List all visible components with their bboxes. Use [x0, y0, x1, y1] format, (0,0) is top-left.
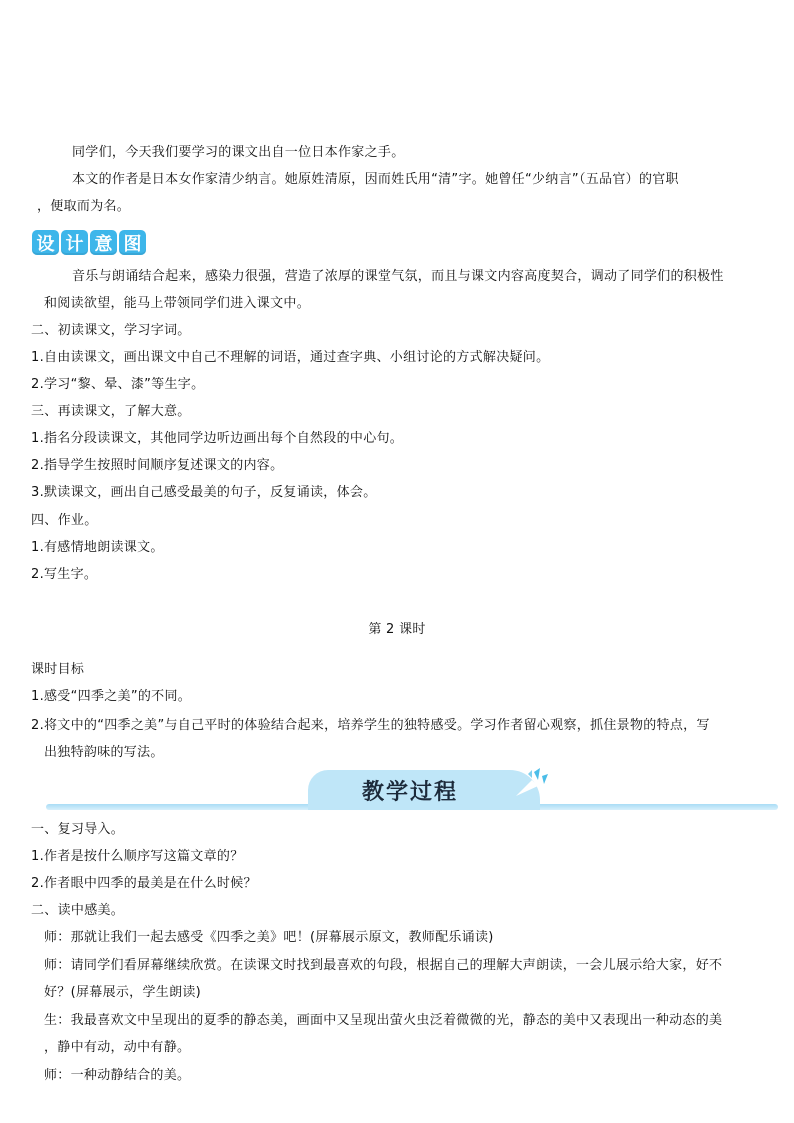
water-drop-icon: [512, 766, 552, 800]
goal-item: 1.感受“四季之美”的不同。: [31, 689, 192, 704]
goal-item-line-2: 出独特韵味的写法。: [44, 745, 164, 760]
section-heading: 三、再读课文，了解大意。: [31, 404, 191, 419]
section-heading: 二、读中感美。: [31, 903, 125, 918]
goal-item-line-1: 2.将文中的“四季之美”与自己平时的体验结合起来，培养学生的独特感受。学习作者留心观察，抓住景物的特点，写: [31, 718, 710, 733]
badge-char: 图: [119, 230, 146, 255]
design-intent-badge: [32, 230, 146, 255]
intro-paragraph-1: 同学们，今天我们要学习的课文出自一位日本作家之手。: [72, 145, 405, 160]
lesson-title: 第 2 课时: [368, 622, 426, 637]
goal-heading: 课时目标: [31, 662, 85, 677]
section-heading: 四、作业。: [31, 513, 98, 528]
intro-paragraph-2-line-2: ，便取而为名。: [37, 199, 131, 214]
dialogue-line: 师：那就让我们一起去感受《四季之美》吧！(屏幕展示原文，教师配乐诵读): [44, 930, 494, 945]
list-item: 2.写生字。: [31, 567, 98, 582]
badge-char: 计: [61, 230, 88, 255]
section-heading: 二、初读课文，学习字词。: [31, 323, 191, 338]
list-item: 2.学习“黎、晕、漆”等生字。: [31, 377, 205, 392]
dialogue-line: 师：请同学们看屏幕继续欣赏。在读课文时找到最喜欢的句段，根据自己的理解大声朗读，一会儿展示给大家，好不: [44, 958, 723, 973]
banner-title: 教学过程: [361, 779, 458, 805]
intro-paragraph-2-line-1: 本文的作者是日本女作家清少纳言。她原姓清原，因而姓氏用“清”字。她曾任“少纳言”（五品官）的官职: [72, 172, 679, 187]
list-item: 1.自由读课文，画出课文中自己不理解的词语，通过查字典、小组讨论的方式解决疑问。: [31, 350, 550, 365]
list-item: 1.指名分段读课文，其他同学边听边画出每个自然段的中心句。: [31, 431, 404, 446]
section-heading: 一、复习导入。: [31, 822, 125, 837]
badge-char: 设: [32, 230, 59, 255]
list-item: 2.作者眼中四季的最美是在什么时候？: [31, 876, 257, 891]
badge-char: 意: [90, 230, 117, 255]
dialogue-line: 好？(屏幕展示，学生朗读): [44, 985, 202, 1000]
design-text-line-1: 音乐与朗诵结合起来，感染力很强，营造了浓厚的课堂气氛，而且与课文内容高度契合，调动了同学们的积极性: [72, 269, 724, 284]
dialogue-line: 师：一种动静结合的美。: [44, 1068, 191, 1083]
dialogue-line: 生：我最喜欢文中呈现出的夏季的静态美，画面中又呈现出萤火虫泛着微微的光，静态的美中又表现出一种动态的美: [44, 1013, 723, 1028]
list-item: 2.指导学生按照时间顺序复述课文的内容。: [31, 458, 284, 473]
list-item: 1.有感情地朗读课文。: [31, 540, 164, 555]
list-item: 1.作者是按什么顺序写这篇文章的？: [31, 849, 244, 864]
teaching-process-banner: [0, 764, 794, 814]
list-item: 3.默读课文，画出自己感受最美的句子，反复诵读，体会。: [31, 485, 377, 500]
design-text-line-2: 和阅读欲望，能马上带领同学们进入课文中。: [44, 296, 311, 311]
dialogue-line: ，静中有动，动中有静。: [44, 1040, 191, 1055]
